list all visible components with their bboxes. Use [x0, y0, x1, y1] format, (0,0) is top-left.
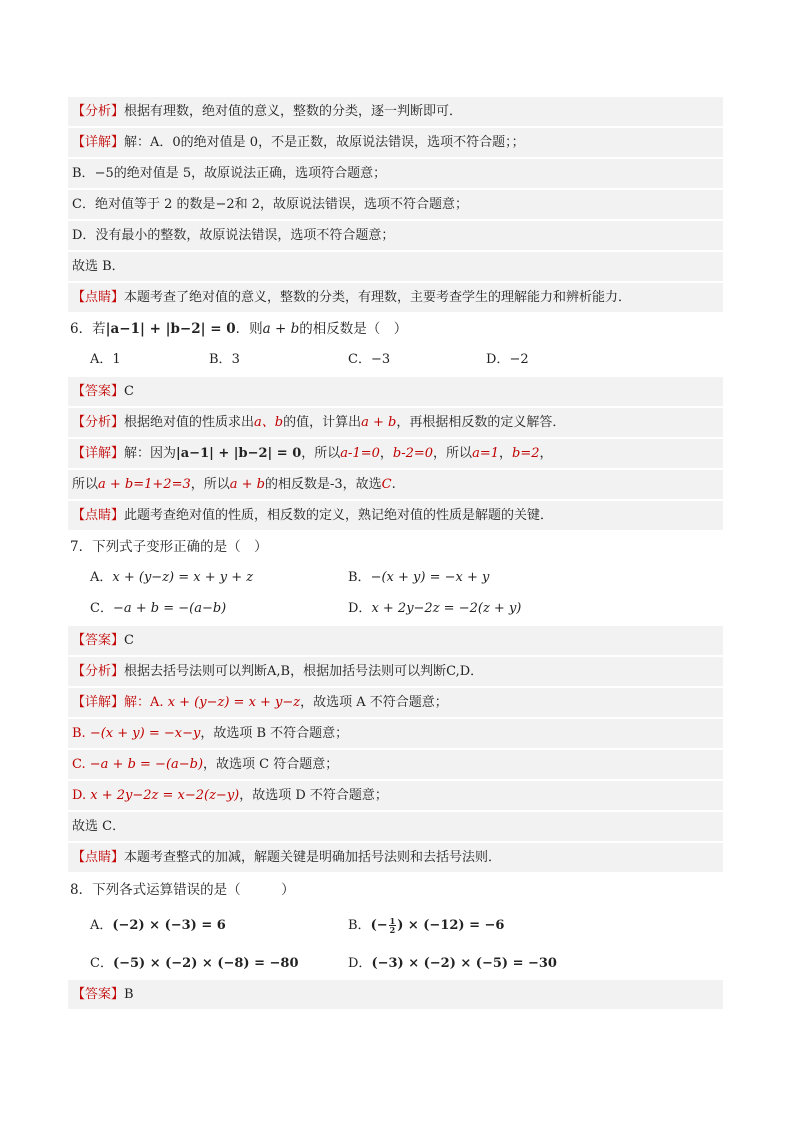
q5-analysis — [68, 97, 723, 126]
option-value: −(x + y) = −x + y — [370, 570, 490, 585]
detail-text: ，故选项 C 符合题意； — [203, 757, 339, 772]
math-expression: a + b — [229, 477, 265, 492]
q8-option-a — [90, 912, 226, 940]
detail-text: 所以 — [72, 477, 99, 492]
math-expression: a + b — [361, 415, 397, 430]
detail-text: ，故选项 B 不符合题意； — [200, 726, 349, 741]
detail-tag: 【详解】 — [72, 135, 125, 150]
stem-text: 的相反数是（ ） — [299, 321, 408, 337]
q7-conclusion — [68, 812, 723, 841]
option-label: B． — [348, 918, 371, 933]
stem-text: 7．下列式子变形正确的是（ ） — [70, 539, 268, 555]
math-expression: a + b — [262, 321, 300, 337]
math-expression: −(x + y) = −x−y — [89, 726, 201, 741]
option-label: C． — [90, 601, 113, 616]
q5-line-c — [68, 190, 723, 219]
option-value: (−3) × (−2) × (−5) = −30 — [371, 956, 557, 971]
math-expression: −5 — [94, 166, 114, 181]
option-label: A． — [90, 352, 113, 367]
q7-option-d — [348, 595, 521, 623]
option-value: x + (y−z) = x + y + z — [112, 570, 254, 585]
fraction-numerator: 1 — [389, 916, 396, 926]
q6-comment — [68, 501, 723, 530]
question-number: 6．若 — [70, 321, 106, 337]
math-expression: a=1 — [472, 446, 499, 461]
option-value: (−5) × (−2) × (−8) = −80 — [112, 956, 299, 971]
math-expression: |a−1| + |b−2| = 0 — [176, 446, 302, 461]
comment-tag: 【点睛】 — [72, 850, 125, 865]
detail-tag: 【详解】 — [72, 446, 125, 461]
option-label: D． — [486, 352, 510, 367]
q7-option-b — [348, 564, 489, 592]
option-label: D． — [348, 956, 372, 971]
option-value: 3 — [231, 352, 240, 367]
line-prefix: C. — [72, 757, 86, 772]
q7-line-d — [68, 781, 723, 810]
q7-stem — [70, 533, 268, 561]
q7-line-b — [68, 719, 723, 748]
option-value: −2 — [509, 352, 529, 367]
option-label: D． — [348, 601, 372, 616]
analysis-tag: 【分析】 — [72, 664, 125, 679]
q5-comment — [68, 283, 723, 312]
q5-detail — [68, 128, 723, 157]
detail-text: ，故选项 D 不符合题意； — [239, 788, 388, 803]
conclusion-text: 故选 B． — [72, 259, 125, 274]
detail-text: ， — [498, 446, 512, 461]
q7-option-c — [90, 595, 226, 623]
option-value: x + 2y−2z = −2(z + y) — [371, 601, 522, 616]
q5-line-d — [68, 221, 723, 250]
detail-tag: 【详解】 — [72, 695, 125, 710]
math-expression: b-2=0 — [392, 446, 434, 461]
q8-option-d — [348, 950, 557, 978]
analysis-text: 根据有理数，绝对值的意义，整数的分类，逐一判断即可． — [124, 104, 463, 119]
option-label: B． — [209, 352, 232, 367]
q5-line-b — [68, 159, 723, 188]
q8-answer — [68, 980, 723, 1009]
comment-tag: 【点睛】 — [72, 290, 125, 305]
q7-answer — [68, 626, 723, 655]
line-prefix: C．绝对值等于 2 的数是 — [72, 197, 216, 212]
comment-text: 此题考查绝对值的性质，相反数的定义，熟记绝对值的性质是解题的关键． — [124, 508, 554, 523]
q6-stem — [70, 315, 407, 343]
detail-text: . — [391, 477, 396, 492]
q6-option-c — [348, 346, 390, 374]
math-expression: −a + b = −(a−b) — [89, 757, 204, 772]
detail-text: ， — [379, 446, 393, 461]
answer-value: C — [124, 384, 134, 399]
math-expression: x + 2y−2z = x−2(z−y) — [90, 788, 240, 803]
comment-text: 本题考查了绝对值的意义，整数的分类，有理数，主要考查学生的理解能力和辨析能力． — [124, 290, 632, 305]
expression-part: ) × (−12) = −6 — [397, 918, 505, 933]
q6-option-a — [90, 346, 121, 374]
option-value: (−2) × (−3) = 6 — [112, 918, 226, 933]
q7-option-a — [90, 564, 253, 592]
answer-value: B — [124, 987, 134, 1002]
math-expression: a-1=0 — [340, 446, 380, 461]
fraction — [389, 917, 397, 934]
math-expression: −2 — [215, 197, 235, 212]
q7-analysis — [68, 657, 723, 686]
q6-option-d — [486, 346, 529, 374]
detail-text: ，所以 — [433, 446, 473, 461]
option-label: A． — [90, 918, 113, 933]
comment-text: 本题考查整式的加减，解题关键是明确加括号法则和去括号法则． — [124, 850, 502, 865]
detail-text: 解：A. — [124, 695, 164, 710]
line-text: 的绝对值是 5，故原说法正确，选项符合题意； — [113, 166, 387, 181]
conclusion-text: 故选 C． — [72, 819, 126, 834]
option-value — [371, 918, 505, 933]
answer-value: C — [124, 633, 134, 648]
detail-text: 解：A．0的绝对值是 0，不是正数，故原说法错误，选项不符合题；； — [124, 135, 525, 150]
q6-detail-line2 — [68, 470, 723, 499]
stem-text: ．则 — [235, 321, 263, 337]
q6-analysis — [68, 408, 723, 437]
q6-option-b — [209, 346, 240, 374]
line-prefix: B． — [72, 166, 95, 181]
line-prefix: B. — [72, 726, 86, 741]
q7-detail — [68, 688, 723, 717]
line-text: 和 2，故原说法错误，选项不符合题意； — [234, 197, 469, 212]
answer-tag: 【答案】 — [72, 384, 125, 399]
math-expression: a、b — [254, 415, 284, 430]
math-expression: x + (y−z) = x + y−z — [167, 695, 301, 710]
detail-text: 解：因为 — [124, 446, 177, 461]
fraction-denominator: 2 — [389, 925, 396, 935]
option-label: C． — [90, 956, 113, 971]
q6-answer — [68, 377, 723, 406]
math-expression: a + b=1+2=3 — [98, 477, 191, 492]
q7-line-c — [68, 750, 723, 779]
detail-text: ，所以 — [301, 446, 341, 461]
analysis-text: ，再根据相反数的定义解答． — [396, 415, 566, 430]
stem-text: 8．下列各式运算错误的是（ ） — [70, 882, 295, 898]
detail-text: ，故选项 A 不符合题意； — [300, 695, 448, 710]
q6-detail — [68, 439, 723, 468]
answer-letter: C — [381, 477, 392, 492]
option-value: −a + b = −(a−b) — [112, 601, 227, 616]
q8-option-c — [90, 950, 299, 978]
math-expression: |a−1| + |b−2| = 0 — [105, 321, 236, 337]
q5-conclusion — [68, 252, 723, 281]
option-label: B． — [348, 570, 371, 585]
line-text: D．没有最小的整数，故原说法错误，选项不符合题意； — [72, 228, 395, 243]
option-label: C． — [348, 352, 371, 367]
option-value: −3 — [370, 352, 391, 367]
q8-option-b — [348, 912, 504, 940]
analysis-text: 的值，计算出 — [283, 415, 362, 430]
analysis-text: 根据绝对值的性质求出 — [124, 415, 255, 430]
option-label: A． — [90, 570, 113, 585]
answer-tag: 【答案】 — [72, 633, 125, 648]
answer-tag: 【答案】 — [72, 987, 125, 1002]
q8-stem — [70, 876, 295, 904]
comment-tag: 【点睛】 — [72, 508, 125, 523]
math-expression: b=2 — [512, 446, 540, 461]
detail-text: ，所以 — [190, 477, 230, 492]
analysis-tag: 【分析】 — [72, 104, 125, 119]
analysis-text: 根据去括号法则可以判断A,B，根据加括号法则可以判断C,D． — [124, 664, 484, 679]
expression-part: (− — [370, 918, 388, 933]
detail-text: ， — [539, 446, 553, 461]
line-prefix: D. — [72, 788, 87, 803]
detail-text: 的相反数是-3，故选 — [265, 477, 382, 492]
analysis-tag: 【分析】 — [72, 415, 125, 430]
q7-comment — [68, 843, 723, 872]
option-value: 1 — [112, 352, 121, 367]
